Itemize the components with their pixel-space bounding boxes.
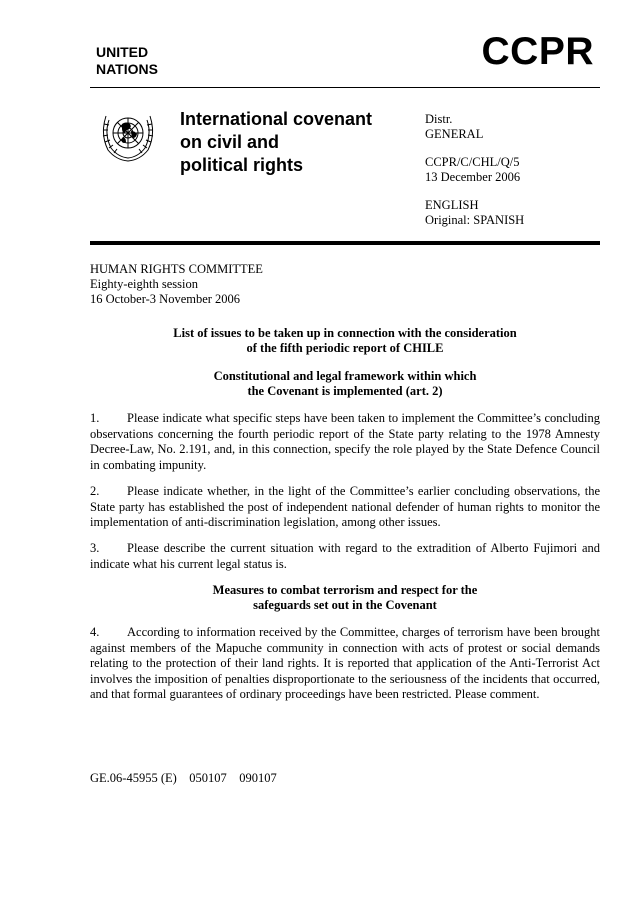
doc-original-language: Original: SPANISH bbox=[425, 213, 525, 227]
distribution-block bbox=[425, 112, 524, 228]
paragraph-1 bbox=[90, 411, 600, 473]
paragraph-text: Please indicate what specific steps have been taken to implement the Committee’s concluding observations concerning the fourth periodic report of the State party relating to the 1978 Amnesty Decree-Law, No. 2.191, and, in this connection, specify the role played by the State Defence Council in combating impunity. bbox=[90, 411, 600, 472]
header-divider bbox=[90, 87, 600, 88]
organization-name-line1: UNITED bbox=[96, 44, 149, 60]
paragraph-number: 1. bbox=[90, 411, 100, 425]
document-symbol-large: CCPR bbox=[481, 30, 594, 73]
committee-session: Eighty-eighth session bbox=[90, 277, 198, 291]
doc-date: 13 December 2006 bbox=[425, 170, 521, 184]
paragraph-number: 2. bbox=[90, 484, 100, 498]
distr-level: GENERAL bbox=[425, 127, 484, 141]
organization-name-line2: NATIONS bbox=[96, 61, 158, 77]
committee-name: HUMAN RIGHTS COMMITTEE bbox=[90, 262, 263, 276]
covenant-title-line1: International covenant bbox=[180, 109, 373, 129]
header-bottom-divider bbox=[90, 241, 600, 245]
doc-language: ENGLISH bbox=[425, 198, 479, 212]
section-heading-line2: safeguards set out in the Covenant bbox=[253, 598, 437, 612]
section-heading-terrorism bbox=[90, 583, 600, 613]
covenant-title-line3: political rights bbox=[180, 155, 304, 175]
paragraph-2 bbox=[90, 484, 600, 531]
covenant-title bbox=[180, 108, 400, 177]
paragraph-text: According to information received by the Committee, charges of terrorism have been brought against members of the Mapuche community in connection with acts of protest or social demands relating to the protection of their land rights. It is reported that application of the Anti-Terrorist Act involves the imposition of penalties disproportionate to the seriousness of the incidents that occurred, and that formal guarantees of ordinary proceedings have been restricted. Please comment. bbox=[90, 625, 600, 701]
section-heading-line1: Measures to combat terrorism and respect for the bbox=[212, 583, 478, 597]
main-heading bbox=[90, 326, 600, 356]
organization-name bbox=[96, 44, 158, 78]
paragraph-number: 3. bbox=[90, 541, 100, 555]
doc-symbol: CCPR/C/CHL/Q/5 bbox=[425, 155, 520, 169]
job-number: GE.06-45955 (E) 050107 090107 bbox=[90, 771, 277, 785]
committee-dates: 16 October-3 November 2006 bbox=[90, 292, 241, 306]
section-heading-line1: Constitutional and legal framework within which bbox=[213, 369, 477, 383]
un-emblem-icon bbox=[96, 104, 160, 164]
paragraph-text: Please indicate whether, in the light of the Committee’s earlier concluding observations, the State party has established the post of independent national defender of human rights to monitor the implementation of anti-discrimination legislation, among other issues. bbox=[90, 484, 600, 529]
paragraph-number: 4. bbox=[90, 625, 100, 639]
covenant-title-line2: on civil and bbox=[180, 132, 280, 152]
main-heading-line2: of the fifth periodic report of CHILE bbox=[246, 341, 444, 355]
main-heading-line1: List of issues to be taken up in connection with the consideration bbox=[173, 326, 517, 340]
section-heading-line2: the Covenant is implemented (art. 2) bbox=[247, 384, 443, 398]
section-heading-constitutional bbox=[90, 369, 600, 399]
distr-label: Distr. bbox=[425, 112, 453, 126]
paragraph-3 bbox=[90, 541, 600, 572]
paragraph-4 bbox=[90, 625, 600, 703]
committee-info bbox=[90, 262, 263, 307]
paragraph-text: Please describe the current situation with regard to the extradition of Alberto Fujimori and indicate what his current legal status is. bbox=[90, 541, 600, 571]
